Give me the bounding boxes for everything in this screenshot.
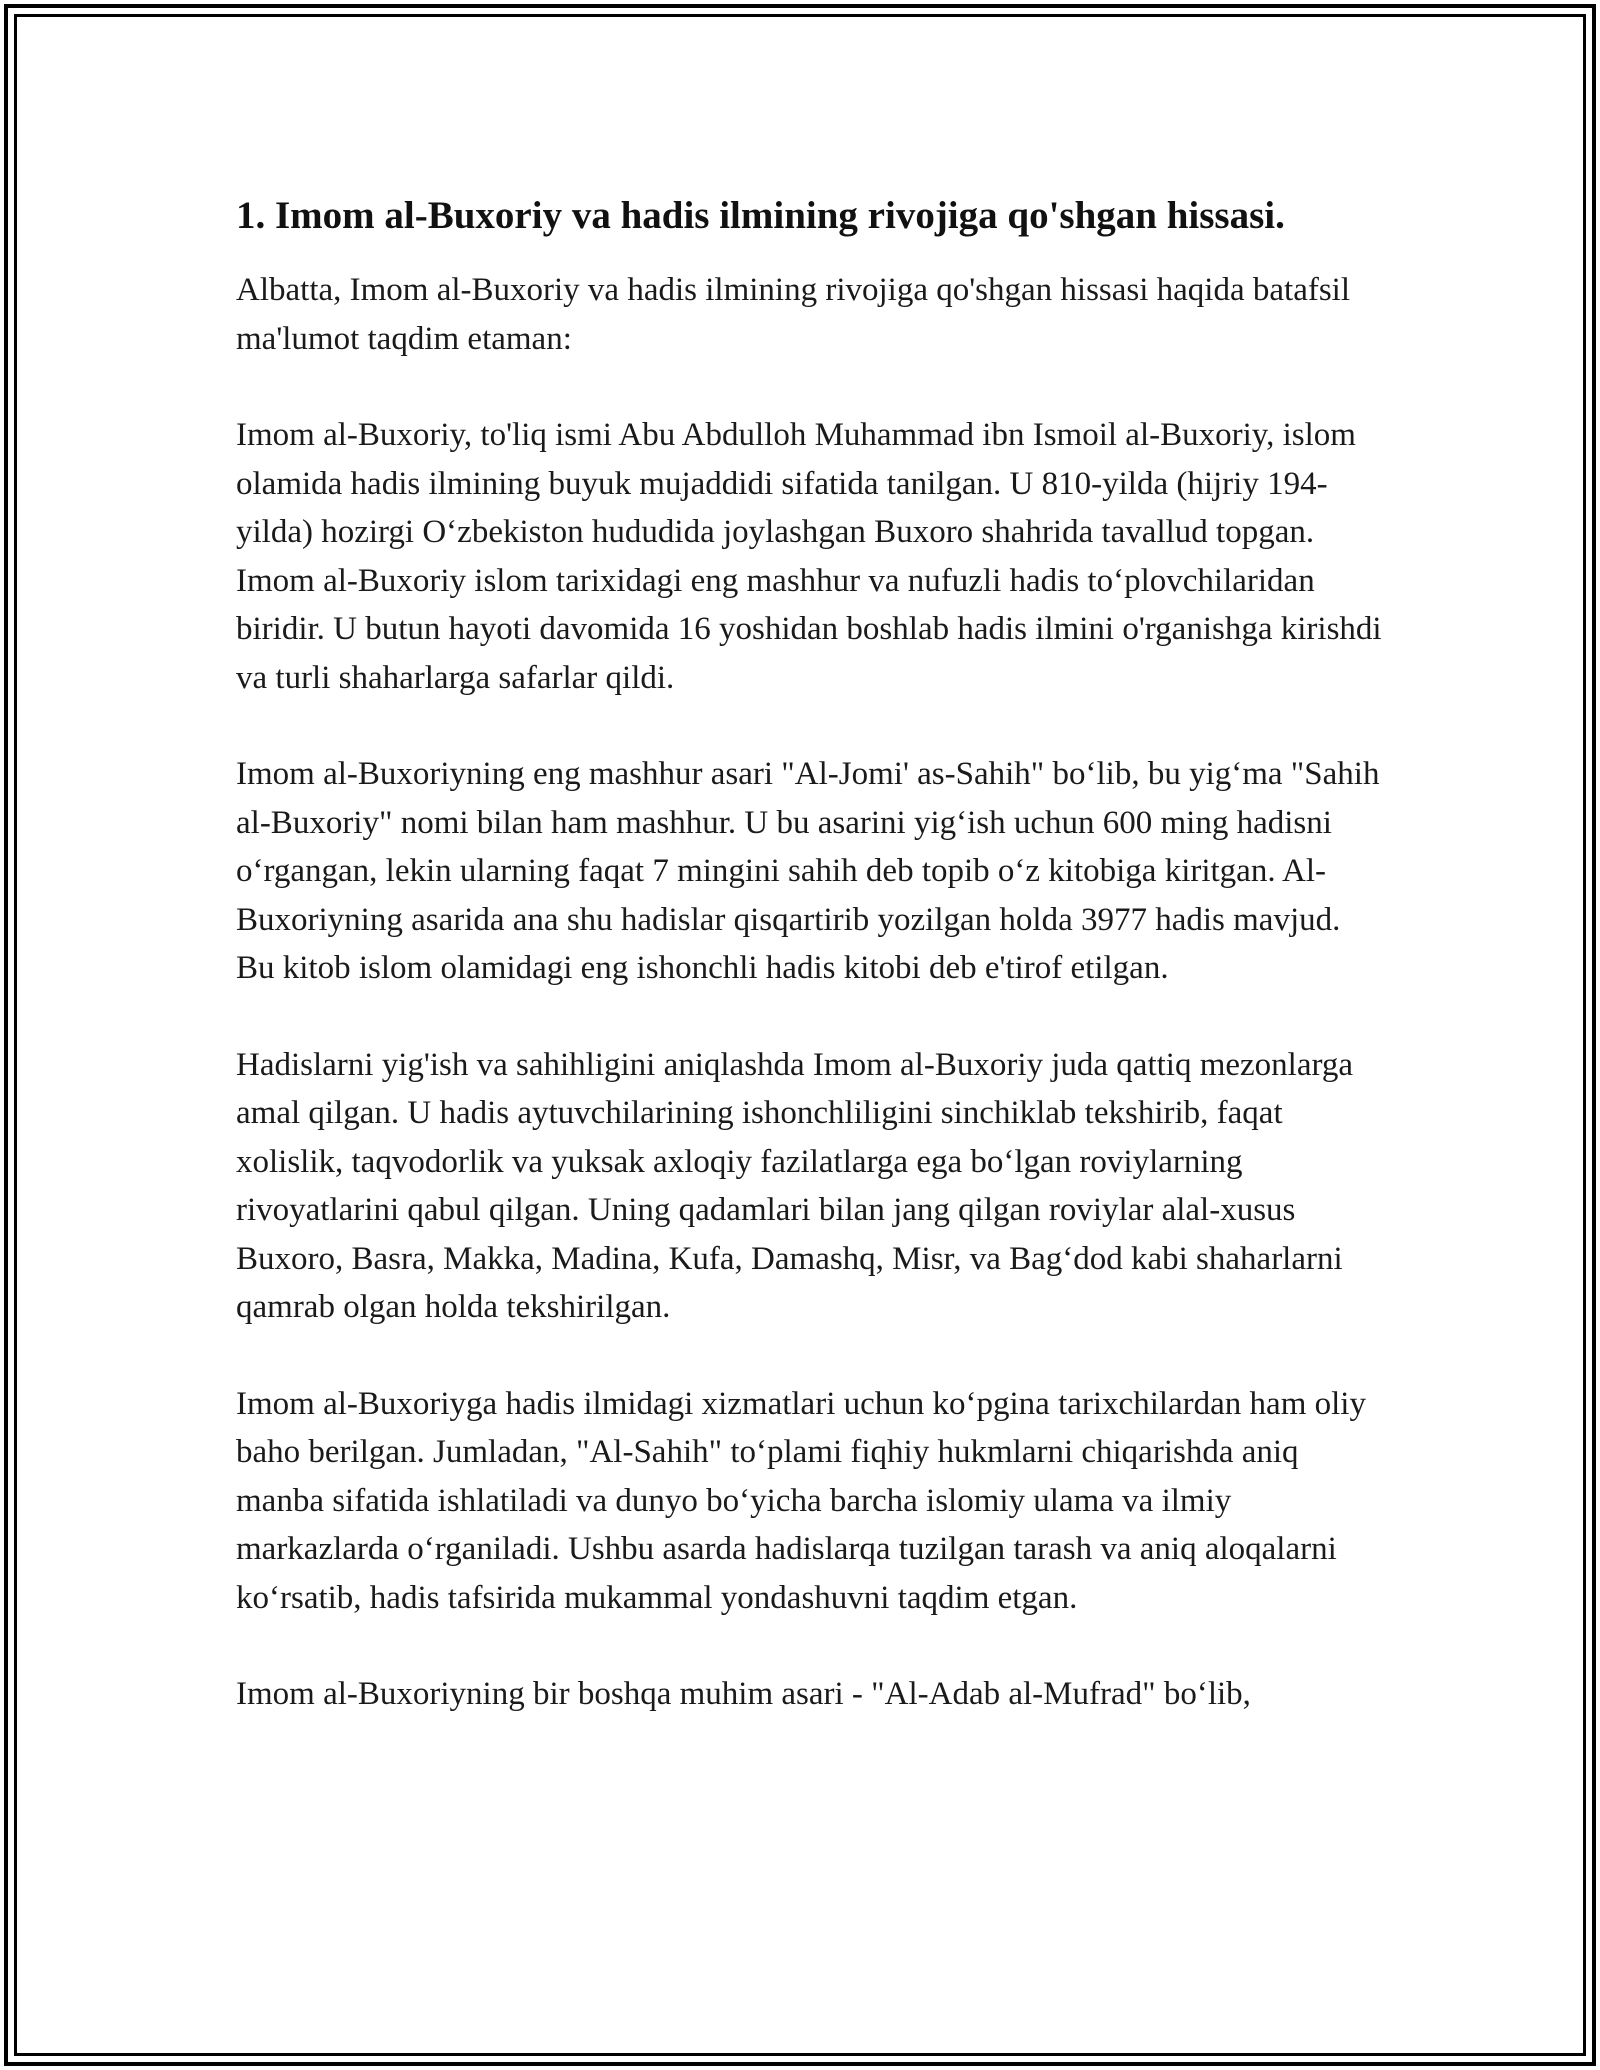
document-title: 1. Imom al-Buxoriy va hadis ilmining rivojiga qo'shgan hissasi. [236,194,1285,237]
paragraph-criteria: Hadislarni yig'ish va sahihligini aniqlashda Imom al-Buxoriy juda qattiq mezonlarga amal qilgan. U hadis aytuvchilarining ishonchliligini sinchiklab tekshirib, faqat xolislik, taqvodorlik va yuksak axloqiy fazilatlarga ega bo‘lgan roviylarning rivoyatlarini qabul qilgan. Uning qadamlari bilan jang qilgan roviylar alal-xusus Buxoro, Basra, Makka, Madina, Kufa, Damashq, Misr, va Bag‘dod kabi shaharlarni qamrab olgan holda tekshirilgan. [236,1046,1354,1325]
document-body [236,188,1386,1767]
paragraph-biography: Imom al-Buxoriy, to'liq ismi Abu Abdulloh Muhammad ibn Ismoil al-Buxoriy, islom olamida hadis ilmining buyuk mujaddidi sifatida tanilgan. U 810-yilda (hijriy 194-yilda) hozirgi O‘zbekiston hududida joylashgan Buxoro shahrida tavallud topgan. Imom al-Buxoriy islom tarixidagi eng mashhur va nufuzli hadis to‘plovchilaridan biridir. U butun hayoti davomida 16 yoshidan boshlab hadis ilmini o'rganishga kirishdi va turli shaharlarga safarlar qildi. [236,417,1382,696]
paragraph-intro: Albatta, Imom al-Buxoriy va hadis ilmining rivojiga qo'shgan hissasi haqida batafsil ma'lumot taqdim etaman: [236,272,1351,357]
paragraph-sahih: Imom al-Buxoriyning eng mashhur asari "Al-Jomi' as-Sahih" bo‘lib, bu yig‘ma "Sahih al-Buxoriy" nomi bilan ham mashhur. U bu asarini yig‘ish uchun 600 ming hadisni o‘rgangan, lekin ularning faqat 7 mingini sahih deb topib o‘z kitobiga kiritgan. Al-Buxoriyning asarida ana shu hadislar qisqartirib yozilgan holda 3977 hadis mavjud. Bu kitob islom olamidagi eng ishonchli hadis kitobi deb e'tirof etilgan. [236,756,1380,986]
paragraph-recognition: Imom al-Buxoriyga hadis ilmidagi xizmatlari uchun ko‘pgina tarixchilardan ham oliy baho berilgan. Jumladan, "Al-Sahih" to‘plami fiqhiy hukmlarni chiqarishda aniq manba sifatida ishlatiladi va dunyo bo‘yicha barcha islomiy ulama va ilmiy markazlarda o‘rganiladi. Ushbu asarda hadislarqa tuzilgan tarash va aniq aloqalarni ko‘rsatib, hadis tafsirida mukammal yondashuvni taqdim etgan. [236,1385,1366,1616]
paragraph-adab: Imom al-Buxoriyning bir boshqa muhim asari - "Al-Adab al-Mufrad" bo‘lib, [236,1676,1251,1712]
